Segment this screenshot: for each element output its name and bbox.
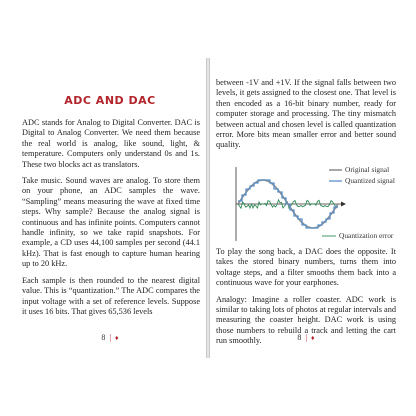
paragraph-levels: between -1V and +1V. If the signal falls between two levels, it gets assigned to the closest one. That level is then encoded as a 16-bit binary number, ready for computer storage and processing. The tiny mismatch between actual and chosen level is called quantization error. More bits mean smaller error and better sound quality. [216, 78, 396, 150]
right-top-text [216, 78, 396, 157]
paragraph-dac: To play the song back, a DAC does the opposite. It takes the stored binary numbers, turns them into voltage steps, and a filter smooths them back into a continuous wave for your earphones. [216, 247, 396, 288]
right-page [208, 58, 404, 358]
page-folio-right [208, 333, 404, 342]
paragraph-sampling: Take music. Sound waves are analog. To store them on your phone, an ADC samples the wave. “Sampling” means measuring the wave at fixed time steps. Why sample? Because the analog signal is continuous and has infinite points. Computers cannot handle infinity, so we take rapid snapshots. For example, a CD uses 44,100 samples per second (44.1 kHz). That is fast enough to capture human hearing up to 20 kHz. [22, 176, 200, 269]
page-number: 8 [297, 333, 302, 342]
x-axis-arrow-icon [341, 202, 346, 207]
folio-separator: | [109, 333, 112, 342]
error-label: Quantization error [339, 231, 394, 240]
page-title: ADC AND DAC [64, 94, 156, 107]
legend-original-label: Original signal [345, 165, 390, 174]
quantization-figure [216, 161, 402, 245]
paragraph-quantization: Each sample is then rounded to the nearest digital value. This is “quantization.” The ADC compares the input voltage with a set of reference levels. Suppose it uses 16 bits. That gives 65,536 levels [22, 275, 200, 316]
legend-quantized-label: Quantized signal [345, 176, 395, 185]
diamond-ornament-icon: ♦ [115, 334, 119, 342]
left-page [12, 58, 208, 358]
paragraph-intro: ADC stands for Analog to Digital Converter. DAC is Digital to Analog Converter. We need them because the real world is analog, like sound, light, & temperature. Computers only understand 0s and 1s. These two blocks act as translators. [22, 118, 200, 169]
book-gutter [206, 58, 210, 358]
diamond-ornament-icon: ♦ [311, 334, 315, 342]
paragraph-analogy: Analogy: Imagine a roller coaster. ADC work is similar to taking lots of photos at regular intervals and measuring the coaster height. DAC work is using those numbers to rebuild a track and letting the cart run smoothly. [216, 294, 396, 346]
page-number: 8 [101, 333, 106, 342]
folio-separator: | [305, 333, 308, 342]
page-folio-left [12, 333, 208, 342]
left-body-text [22, 118, 200, 323]
